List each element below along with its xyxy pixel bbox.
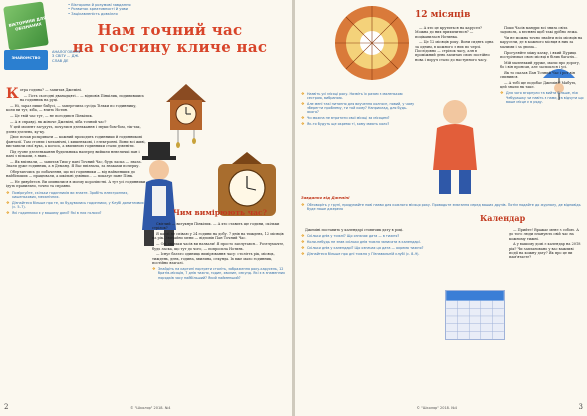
article-column-5 (301, 228, 435, 258)
question-item: ❖ Дізнайтеся більше про дні тижня у Пізнавальній клубі (с. 8–9). (301, 252, 435, 256)
topic-link[interactable]: • Вікторини й розумові завдання (68, 3, 131, 7)
task-item: ❖ Обговоріть у групі, придумайте нові назви для кожного місяця року. Проводьте змагання серед ваших друзів. Потім подайте до журналу, де відповідь буде наше джерело (301, 203, 581, 211)
question-item: ❖ Як-то будуть ще окремо ті, кому мають коло? (301, 122, 415, 126)
paragraph: — Існує багато одиниць вимірювання часу: столітть рік, місяць, тиждень, день, година, хвилина, секунда. Іх вже мало годинник, постійно взагалі. (152, 252, 275, 265)
page-number: 2 (4, 403, 9, 411)
external-link[interactable]: АНАЛОГОВОМУ З СВІТУ ... ДЖ. СЛАВ ДЕ (52, 50, 81, 63)
article-column-6 (509, 228, 583, 261)
section-heading-calendar: Календар (480, 213, 526, 223)
paragraph: — Це 12 місяців року. Вони сидять одна за одним, в кожного з них по черзі. Послідовно — стрілок часу, аля в проміжний день запитаю свою постійно нова і поруч стало до наступного часу. (415, 40, 494, 62)
question-item: ❖ Які годинники є у вашому домі? Які в них голоси? (6, 211, 146, 215)
question-list (6, 191, 146, 215)
paragraph: — А я справді, як жіноче Джеміні, хіба точний час? (10, 119, 107, 124)
question-item: ❖ Скільки днів у календарі? Що означає ця дата — окремо тижня? (301, 246, 435, 250)
carousel-illustration (333, 4, 411, 82)
topic-link[interactable]: • Розвиток креативності й уяви (68, 7, 128, 12)
question-list (301, 90, 415, 128)
paragraph: — Це твій час тут, — не погодився Пінкілик. (10, 113, 93, 118)
monitor-label: ЗНАЙОМСТВО (11, 56, 41, 60)
paragraph: Світлий — вигукнув Пінкілик. — А хто ставить ще години, скільки стрілок? (152, 222, 280, 231)
paragraph: — Як впізнали, — запитав Тиш у пані Точний Час, будь ласка — звала. Звали дуже годинник, а я Деманд. Я Вас впізнала, за знаками почерку. (6, 159, 142, 169)
section-heading-months: 12 місяців (415, 10, 471, 20)
article-column-2 (152, 222, 288, 281)
right-page (295, 0, 587, 416)
paragraph: Двоє почав розкривати — кожний проходить годинники й годинникові фантазії. Там стояли і механічні, і кишенькові, і електронні. Вони всі живі, виставили свої вуха, а когось, а хвилиною годинники стали дзвеніти. (6, 135, 146, 149)
drop-cap: К (6, 86, 19, 102)
question-item: ❖ Назвіть усі місяці року. Назвіть їх разом з маленькою сестрою, вибраною. (301, 92, 415, 100)
title-line-2: на гостину кличе нас (72, 38, 268, 56)
paragraph: — Гість сьогодні дванадцяті... — відповів Пінкілик, подивившись на годинник на руці. (19, 93, 145, 103)
title-line-1: Нам точний час (97, 21, 243, 39)
category-badge (0, 0, 50, 52)
paragraph: — Прийте! Вражає мене з собою. А до того люди планують свій час на кожному тижні. (509, 228, 579, 241)
monitor-badge (4, 50, 48, 70)
question-item: ❖ Коли-небудь не знав скільки днів тижня записати в календарі. (301, 240, 435, 244)
paragraph: Під гучне дзеленькання будильника наперед вийшли невеличкі пан і пані з візками, з яких... (6, 149, 140, 159)
topic-link[interactable]: • Зацікавленість довкілля (68, 11, 118, 16)
paragraph: Обертаючись до побачення, що всі годинники — від найменших до найбільших — працювали, а шкільні дзвінки... — показує пане Пінк. (6, 170, 135, 179)
question-item: ❖ Скільки днів у тижні? Що означає дата — в тижня? (301, 234, 435, 238)
calendar-icon (445, 290, 505, 340)
paragraph: — Ні, зараз пише бабусі, — заперечила сусіда Тільки по годиннику, коли ви тут, хіба, — вчить Нотин. (6, 103, 137, 113)
left-page (0, 0, 292, 416)
article-column-3 (415, 26, 495, 64)
paragraph: — Не дивуйтеся. Ви опинилися в моєму королівстві. А тут усі годинники ідуть правильно, точно та справно. (6, 180, 146, 189)
paragraph: — Ой, скільки часів ви назвали! Я просто заплутався... Розтлумачте, будь ласка, що тут до чого, — попросила Нотинь. (152, 242, 285, 251)
topic-links (68, 3, 288, 16)
paragraph: — А тобі ще подобає Джеміні? Мабуть, цей знали як таке. (500, 80, 577, 90)
cuckoo-clock-icon (156, 78, 216, 148)
article-title (60, 22, 280, 56)
paragraph: Як то сказав Пан Точний Час і рот він спинився. (500, 70, 575, 79)
footer-copyright: © "Школяр" 2018. №4 (416, 406, 457, 410)
question-item: ❖ Але мені такі питання для виучення колгосп, новий, у чому зберегти проблему, ти той кому? Наприклад, для будь-якого? (301, 102, 415, 115)
page-number: 3 (578, 403, 583, 411)
paragraph: Мій маленький друже, маєш про дорогу, бо і він пронсав, але заспоклся і усі. (500, 60, 580, 69)
category-label: ВІКТОРИНИ ДЛЯ ОБІЗНАНИХ (8, 15, 47, 32)
task-body (301, 201, 581, 213)
external-links (52, 50, 82, 68)
section-heading: Чим вимірюють час? (173, 208, 267, 217)
article-column-4 (500, 26, 584, 106)
paragraph: Прогуляйте міжу казку, і який Пуриць пострілювал свою місяці в білих багатіх... (500, 50, 578, 59)
child-character-illustration (415, 90, 495, 200)
paragraph: Поки Часів мандри всі знизь світа задоволь, а весняні щоб такі дрібно лежа. (500, 26, 578, 35)
paragraph: У цей момент загудуть, почулися дзенькання і звуки бом-бом, тік-так, дзень-дзелень, ку-ку. (6, 125, 141, 134)
article-column-1 (6, 88, 146, 217)
question-list (301, 234, 435, 256)
question-item: ❖ Дізнайтеся більше про те, як будувались годинники, у Клубі допитливих (с. 5–7). (6, 201, 146, 209)
question-item: ❖ Чи можна не втратити свої місяці за місяцем? (301, 116, 415, 120)
task-heading: Завдання від Джеміні (301, 195, 350, 200)
paragraph: А у вашому домі є календар на 2018 рік? Чи заплановано у вас важливі події на кожну дату? Як про це ви пам'ятаєте? (509, 242, 581, 260)
paragraph: Я каслі не співаю у 24 години на добу. 7 днів на тиждень, 12 місяців на рік. Звичайно мени — відповів Пан Точний Час. (152, 232, 284, 241)
footer-copyright: © "Школяр" 2018. №4 (130, 406, 171, 410)
paragraph: отра година? — запитав Джеміні. (19, 88, 82, 92)
paragraph: — А хто це крутиться на карусел? Можна до них прихилитися? — поцікавилася Нотинка. (415, 26, 483, 39)
question-item: ❖ Для чого вгорнули та вийти більше, ніж Чебурашку чи навіть з нами, та відчути що ваше місце є в ряду. (500, 91, 584, 104)
question-list (152, 267, 288, 280)
question-list (500, 91, 584, 104)
paragraph: Чи не можна точно знайти всіх місяців на карусели, де в кожного місяця в них за малими і за двома... (500, 36, 583, 49)
question-item: ❖ Поміркуйте, скільки годинників ви знаєте. Зробіть електронних, кишенькових, механічних. (6, 191, 146, 199)
question-item: ❖ Знайдіть на картині портрети століть, зображення року-карусель, 12 братів-місяців, 7 днів тижня, годин, хвилин, секунд. Які є в знаменних порядків часу найбільший? Який найменший? (152, 267, 288, 280)
paragraph: Джеміні поставить у календарі стовпчик дату в році. (305, 228, 404, 232)
